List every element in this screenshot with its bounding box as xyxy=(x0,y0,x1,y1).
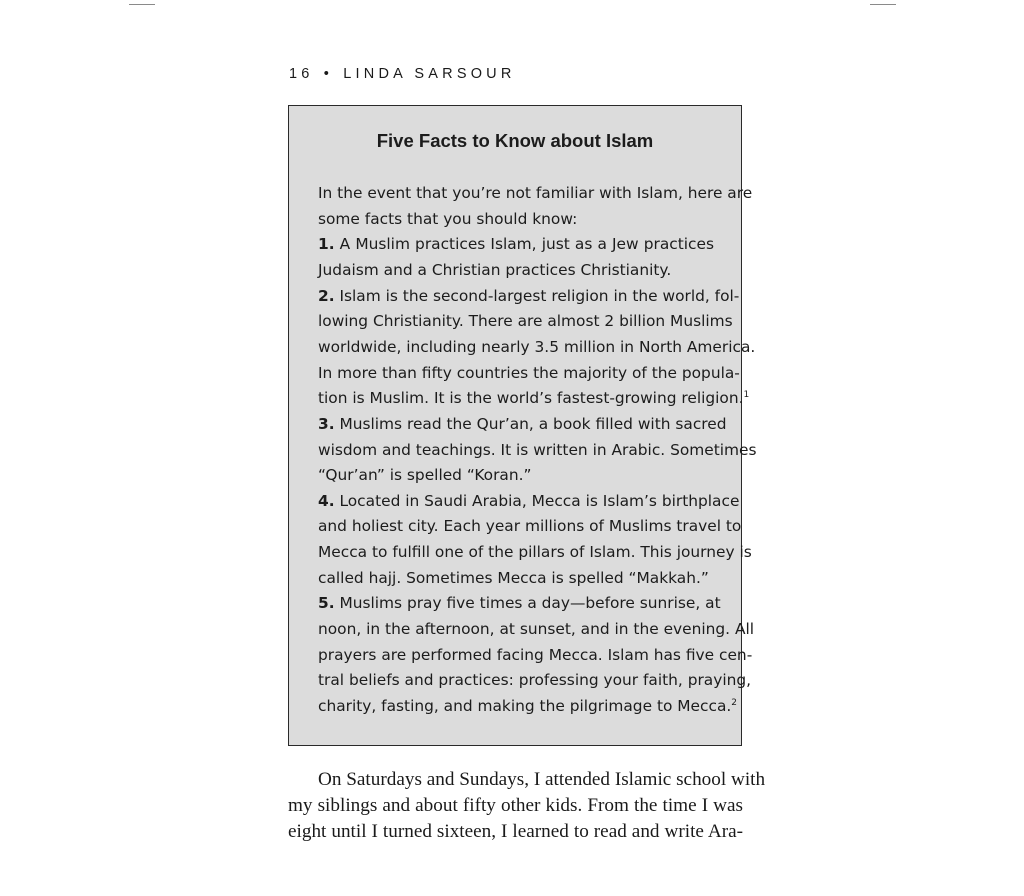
body-line: my siblings and about fifty other kids. From the time I was xyxy=(288,794,743,816)
sidebar-line-text: “Qur’an” is spelled “Koran.” xyxy=(318,466,532,485)
sidebar-line xyxy=(318,259,714,285)
sidebar-line-text: A Muslim practices Islam, just as a Jew practices xyxy=(334,235,714,254)
sidebar-line xyxy=(318,285,740,311)
sidebar-box xyxy=(288,105,757,746)
sidebar-line xyxy=(318,233,714,259)
sidebar-line-text: prayers are performed facing Mecca. Islam has five cen- xyxy=(318,645,753,664)
sidebar-line xyxy=(318,567,714,593)
sidebar-line-text: called hajj. Sometimes Mecca is spelled “Makkah.” xyxy=(318,568,709,587)
sidebar-line-text: worldwide, including nearly 3.5 million in North America. xyxy=(318,337,756,356)
sidebar-line xyxy=(318,669,752,695)
sidebar-line xyxy=(318,490,740,516)
sidebar-line-text: wisdom and teachings. It is written in Arabic. Sometimes xyxy=(318,440,757,459)
sidebar-title: Five Facts to Know about Islam xyxy=(376,130,654,151)
sidebar-line xyxy=(318,310,733,336)
footnote-ref: 1 xyxy=(743,390,750,401)
sidebar-line-text: noon, in the afternoon, at sunset, and in the evening. All xyxy=(318,620,755,639)
sidebar-line-text: Mecca to fulfill one of the pillars of Islam. This journey is xyxy=(318,543,752,562)
footnote-ref: 2 xyxy=(731,697,738,708)
sidebar-line xyxy=(318,439,757,465)
fact-number: 2. xyxy=(318,286,335,305)
sidebar-line xyxy=(318,182,753,208)
sidebar-line xyxy=(318,336,756,362)
crop-mark-right xyxy=(870,4,896,5)
sidebar-line xyxy=(318,362,740,388)
running-head-author: LINDA SARSOUR xyxy=(343,66,516,82)
fact-number: 5. xyxy=(318,594,335,613)
sidebar-line-text: lowing Christianity. There are almost 2 billion Muslims xyxy=(318,312,733,331)
sidebar-line-text: Muslims pray five times a day—before sunrise, at xyxy=(334,594,721,613)
sidebar-line xyxy=(318,695,738,721)
page-number: 16 xyxy=(289,66,314,82)
fact-number: 3. xyxy=(318,414,335,433)
body-line: eight until I turned sixteen, I learned to read and write Ara- xyxy=(288,820,743,842)
sidebar-line xyxy=(318,413,727,439)
body-line: On Saturdays and Sundays, I attended Islamic school with xyxy=(318,769,766,790)
sidebar-line-text: and holiest city. Each year millions of Muslims travel to xyxy=(318,517,742,536)
sidebar-line xyxy=(318,464,714,490)
sidebar-line xyxy=(318,592,721,618)
sidebar-line xyxy=(318,515,742,541)
running-head xyxy=(289,66,516,82)
sidebar-line-text: Islam is the second-largest religion in the world, fol- xyxy=(334,286,740,305)
sidebar-line-text: Judaism and a Christian practices Christianity. xyxy=(318,260,672,279)
sidebar-line xyxy=(318,644,753,670)
sidebar-line xyxy=(318,618,755,644)
sidebar-line-text: Muslims read the Qur’an, a book filled with sacred xyxy=(334,414,727,433)
crop-mark-left xyxy=(129,4,155,5)
sidebar-line-text: In the event that you’re not familiar with Islam, here are xyxy=(318,184,753,202)
running-head-separator: • xyxy=(323,66,334,82)
sidebar-line-text: tral beliefs and practices: professing your faith, praying, xyxy=(318,671,752,690)
sidebar-line xyxy=(318,208,714,234)
sidebar-line-text: tion is Muslim. It is the world’s fastest-growing religion. xyxy=(318,389,744,408)
fact-number: 1. xyxy=(318,235,335,254)
sidebar-line-text: charity, fasting, and making the pilgrimage to Mecca. xyxy=(318,697,732,715)
sidebar-line xyxy=(318,387,750,413)
sidebar-line xyxy=(318,541,752,567)
sidebar-line-text: In more than fifty countries the majority of the popula- xyxy=(318,363,740,382)
fact-number: 4. xyxy=(318,491,335,510)
sidebar-line-text: some facts that you should know: xyxy=(318,209,578,228)
sidebar-line-text: Located in Saudi Arabia, Mecca is Islam’s birthplace xyxy=(334,491,740,510)
